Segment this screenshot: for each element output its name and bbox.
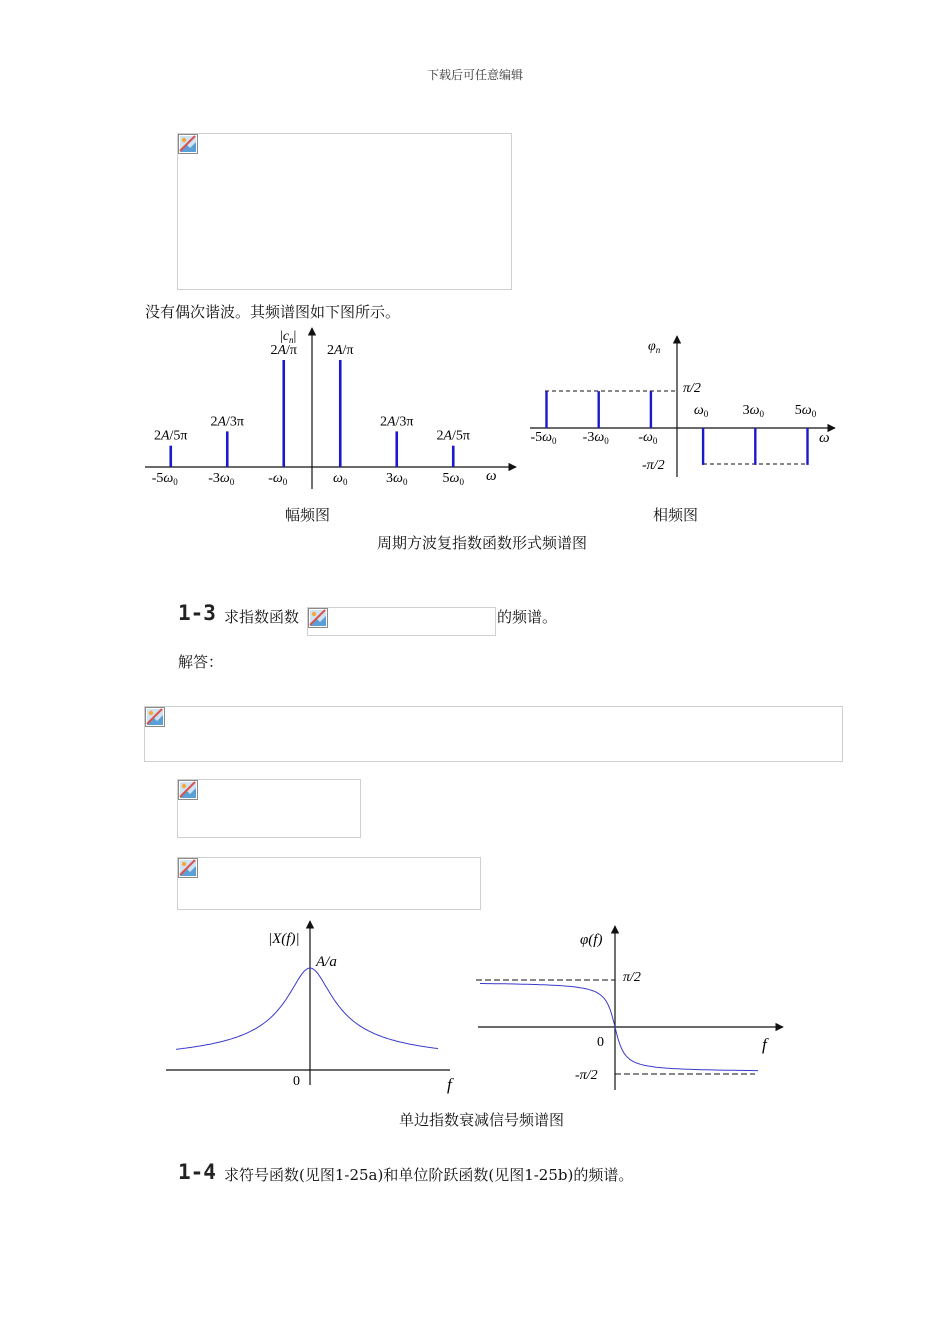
phase-tick-label: $-5\omega_0$ <box>530 430 557 446</box>
phif-origin-label: 0 <box>597 1035 604 1050</box>
phif-y-label: φ(f) <box>580 932 603 948</box>
phase-tick-label: $3\omega_0$ <box>742 403 764 419</box>
broken-image-icon <box>178 780 198 800</box>
amp-tick-label: $3\omega_0$ <box>386 471 408 487</box>
phase-spectrum-chart <box>525 330 845 480</box>
phif-x-label: f <box>762 1035 767 1054</box>
phase-tick-label: $5\omega_0$ <box>794 403 817 419</box>
broken-image-icon <box>178 858 198 878</box>
figure-caption-2: 单边指数衰减信号频谱图 <box>399 1111 565 1129</box>
xf-origin-label: 0 <box>293 1074 300 1089</box>
amp-tick-label: $\omega_0$ <box>333 471 348 487</box>
amp-tick-label: $-5\omega_0$ <box>151 471 178 487</box>
xf-peak-label: A/a <box>316 954 337 970</box>
page-header: 下载后可任意编辑 <box>426 68 523 82</box>
problem-number-1-4: 1-4 <box>178 1160 216 1184</box>
amp-tick-label: $5\omega_0$ <box>442 471 464 487</box>
amp-bar-value-label: 2A/5π <box>436 428 471 444</box>
broken-image-icon <box>178 134 198 154</box>
amp-tick-label: $-3\omega_0$ <box>208 471 235 487</box>
problem-1-3-text-before: 求指数函数 <box>224 608 300 626</box>
magnitude-response-chart <box>160 915 460 1095</box>
image-placeholder-formula-2 <box>177 779 361 838</box>
phase-tick-label: $\omega_0$ <box>693 403 709 419</box>
phase-x-label: ω <box>819 430 830 446</box>
image-placeholder-formula <box>177 133 512 290</box>
amp-bar-value-label: 2A/π <box>326 342 354 358</box>
answer-label: 解答： <box>178 653 224 671</box>
problem-1-4-text: 求符号函数(见图1-25a)和单位阶跃函数(见图1-25b)的频谱。 <box>224 1166 634 1184</box>
xf-y-label: |X(f)| <box>268 931 300 947</box>
problem-1-3-text-after: 的频谱。 <box>497 608 558 626</box>
figure-caption-1: 周期方波复指数函数形式频谱图 <box>377 534 588 552</box>
phase-tick-label: $-\omega_0$ <box>638 430 658 446</box>
problem-number-1-3: 1-3 <box>178 601 216 625</box>
amp-chart-caption: 幅频图 <box>285 506 331 524</box>
amp-bar-value-label: 2A/π <box>270 342 298 358</box>
phase-chart-caption: 相频图 <box>653 506 699 524</box>
xf-curve <box>176 968 438 1049</box>
amp-bar-value-label: 2A/3π <box>379 414 414 430</box>
phif-pos-level-label: π/2 <box>623 970 641 985</box>
phase-y-label: $\varphi_n$ <box>648 339 661 355</box>
image-placeholder-wide-formula <box>144 706 843 762</box>
amp-bar-value-label: 2A/5π <box>153 428 188 444</box>
broken-image-icon <box>145 707 165 727</box>
amplitude-spectrum-chart <box>140 322 530 492</box>
image-placeholder-inline-formula <box>307 607 496 636</box>
amp-y-label: $|c_n|$ <box>280 329 297 345</box>
broken-image-icon <box>308 608 328 628</box>
amp-x-label: ω <box>486 468 497 484</box>
amp-tick-label: $-\omega_0$ <box>268 471 288 487</box>
amp-bar-value-label: 2A/3π <box>210 414 245 430</box>
phase-pos-level-label: π/2 <box>683 381 701 396</box>
image-placeholder-formula-3 <box>177 857 481 910</box>
paragraph-continuation: 没有偶次谐波。其频谱图如下图所示。 <box>145 303 401 321</box>
phase-tick-label: $-3\omega_0$ <box>582 430 609 446</box>
phase-response-chart <box>470 920 795 1095</box>
phase-neg-level-label: -π/2 <box>642 458 665 473</box>
phif-neg-level-label: -π/2 <box>575 1068 598 1083</box>
xf-x-label: f <box>447 1075 452 1094</box>
